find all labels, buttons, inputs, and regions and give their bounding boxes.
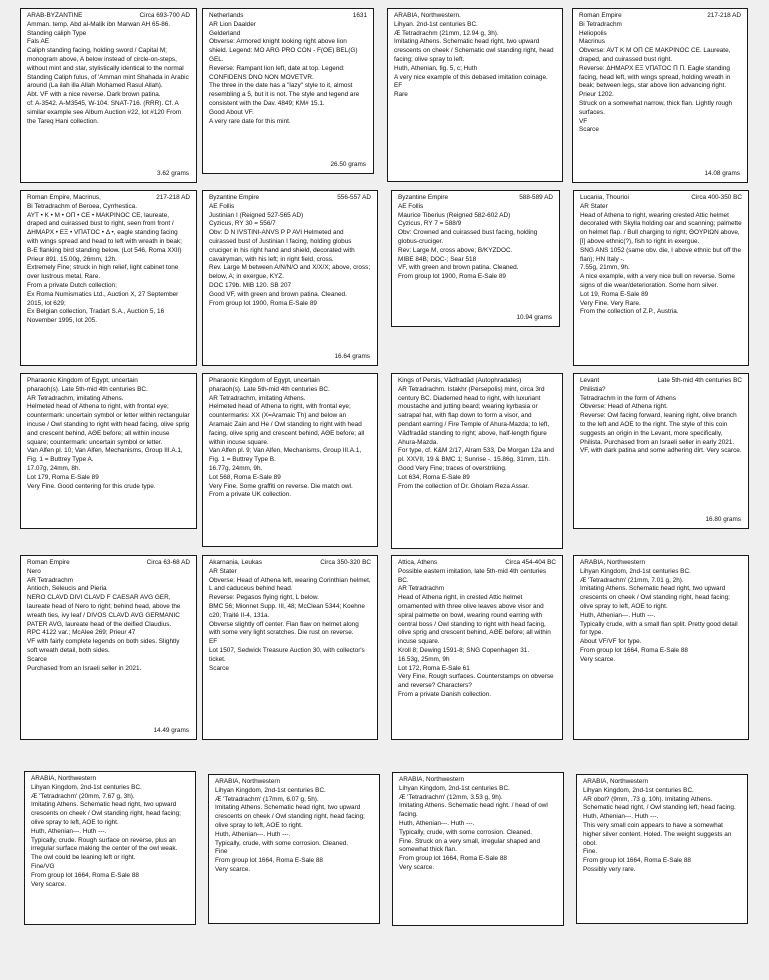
card-line: Scarce <box>27 655 47 663</box>
card-line: From group lot 1664, Roma E-Sale 88 <box>215 857 323 865</box>
card-line: Philistia? <box>580 385 606 393</box>
card-line: Prieur 891. 15.00g, 26mm, 12h. <box>27 255 117 263</box>
card-header <box>31 775 189 784</box>
card-line: From the collection of Z.P., Austria. <box>580 308 679 316</box>
card-line: A very rare date for this mint. <box>209 117 291 125</box>
card-line: Possible eastern imitation, late 5th-mid 4th centuries BC. <box>398 567 547 584</box>
card-header <box>27 559 190 568</box>
coin-card-roman-beroea <box>20 190 197 366</box>
card-line: Ex Roma Numismatics Ltd., Auction X, 27 September 2015, lot 629; <box>27 290 179 307</box>
card-line: Typically, crude. Rough surface on reverse, plus an irregular surface making the center of the owl weak. The owl could be leaning left or right. <box>31 836 178 862</box>
coin-card-attica-athens <box>391 555 563 740</box>
card-line: Imitating Athens. Schematic head right, two upward crescents on cheek / Owl standing right, head facing; olive spray to left, AOE to right. <box>215 804 365 829</box>
card-header <box>27 12 190 21</box>
card-line: Fine. <box>583 848 598 856</box>
card-line: Caliph standing facing, holding sword / Capital M; monogram above, A below instead of circle-on-steps, without mint and star, stylistically identical to the normal Standing Caliph fulus, of 'Amman mint Shahada in Arabic around (La ilah illa Allah Mohamed Rasul Allah). <box>27 47 189 90</box>
card-title: Byzantine Empire <box>398 194 449 201</box>
card-line: This very small coin appears to have a somewhat higher silver content. Holed. The weight suggests an obol. <box>583 821 732 847</box>
card-line: Rev. Large M between A/N/N/O and X/X/X; above, cross; below, A; in exergue, KYZ. <box>209 264 371 281</box>
card-line: RPC 4122 var.; McAlee 269; Prieur 47 <box>27 629 136 637</box>
card-header <box>580 194 742 203</box>
card-line: VF <box>579 117 588 125</box>
card-line: Lot 568, Roma E-Sale 89 <box>209 473 281 481</box>
coin-card-persis <box>391 373 563 549</box>
card-weight: 14.49 grams <box>153 727 189 735</box>
card-line: pharaoh(s). Late 5th-mid 4th centuries BC. <box>209 385 330 393</box>
card-line: Very Fine. Very Rare. <box>580 299 641 307</box>
card-line: Obv: Crowned and cuirassed bust facing, holding globus-cruciger. <box>398 229 538 245</box>
card-line: Cyzicus, RY 7 = 588/9 <box>398 220 462 228</box>
card-header <box>209 194 371 203</box>
card-line: Huth, Athenian, fig. 5, c; Huth <box>394 64 478 72</box>
card-title: ARABIA, Northwestern <box>580 559 645 566</box>
coin-card-lucania-thourioi <box>573 190 749 366</box>
coin-card-arabia-20mm <box>24 771 196 925</box>
card-line: Lot 179, Roma E-Sale 89 <box>27 473 99 481</box>
card-line: Obverse: Armored knight looking right above lion shield. Legend: MO ARG PRO CON - F(OE) BEL(G) GEL. <box>209 38 358 63</box>
card-date: 217-218 AD <box>156 194 190 201</box>
card-line: Very scarce. <box>215 865 251 873</box>
card-line: Possibly very rare. <box>583 865 636 873</box>
card-line: Amman. temp. Abd al-Malik ibn Marwan AH 65-86. Standing caliph Type <box>27 20 171 37</box>
card-line: From group lot 1664, Roma E-Sale 88 <box>399 855 507 863</box>
card-line: Obverse: AVT K M OΠ CE MAKPINOC CE. Laureate, draped, and cuirassed bust right. <box>579 47 731 63</box>
card-line: Huth, Athenian---. Huth ---. <box>399 819 475 827</box>
card-line: Huth, Athenian---. Huth ---. <box>580 611 656 619</box>
card-line: Kroll 8; Dewing 1591-8; SNG Copenhagen 31. <box>398 646 530 654</box>
card-title: ARABIA, Northwestern <box>31 775 96 782</box>
card-line: Æ Tetradrachm (21mm, 12.94 g, 3h). <box>394 29 499 37</box>
card-line: Huth, Athenian---. Huth ---. <box>583 813 659 821</box>
card-line: BMC 56; Mionnet Supp. III, 48; McClean 5344; Koehne c20; Traité II-4, 131a. <box>209 602 365 619</box>
card-header <box>394 12 556 21</box>
card-weight: 16.64 grams <box>334 353 370 361</box>
card-title: Roman Empire <box>27 559 70 566</box>
card-line: Prieur 1202. <box>579 91 614 99</box>
card-line: From group lot 1900, Roma E-Sale 89 <box>398 273 506 281</box>
card-line: Reverse: ΔHMAPX EΞ VΠATOC Π Π. Eagle standing facing, head left, with wings spread, holding wreath in beak; between legs, star above lion advancing right. <box>579 64 731 90</box>
card-line: Abt. VF with a nice reverse. Dark brown patina. <box>27 91 161 99</box>
card-line: Fine. Struck on a very small, irregular shaped and somewhat thick flan. <box>399 837 541 854</box>
coin-card-roman-heliopolis <box>572 8 748 183</box>
coin-card-egypt-athens-b <box>202 373 378 547</box>
card-line: Obverse: Head of Athena right. <box>580 403 668 411</box>
card-date: 556-557 AD <box>337 194 371 201</box>
card-title: Attica, Athens <box>398 559 438 566</box>
card-title: Pharaonic Kingdom of Egypt, uncertain <box>27 377 138 384</box>
card-line: Rare <box>394 91 408 99</box>
card-line: Scarce <box>209 664 229 672</box>
card-line: AR Tetradrachm, imitating Athens. <box>27 394 124 402</box>
card-title: Akarnania, Leukas <box>209 559 262 566</box>
card-line: Macrinus <box>579 38 605 46</box>
card-title: ARABIA, Northwestern <box>399 776 464 783</box>
card-header <box>27 377 190 386</box>
card-date: Circa 454-404 BC <box>505 559 556 566</box>
card-line: Very scarce. <box>399 863 435 871</box>
card-line: AR Tetradrachm <box>27 576 74 584</box>
card-line: A nice example, with a very nice bull on reverse. Some signs of die wear/deterioration. Some horn silver. <box>580 273 735 289</box>
card-line: Obv: D N IVSTINI-ANVS P P AVI Helmeted and cuirassed bust of Justinian I facing, holding globus cruciger in his right hand and shield, decorated with cavalryman, with his left; in right field, cross. <box>209 229 355 263</box>
card-line: AR Tetradrachm. Istakhr (Persepolis) mint, circa 3rd century BC. Diademed head to right, with luxuriant moustache and jutting beard; wearing kyrbasia or satrapal hat, with flap down to form a visor, and pendant earring / Fire Temple of Ahura-Mazda; to left, Vādfradād standing to right; above, half-length figure Ahura-Mazda. <box>398 385 550 446</box>
card-line: Very Fine. Some graffiti on reverse. Die match owl. <box>209 482 353 490</box>
card-line: 7.55g, 21mm, 9h. <box>580 264 630 272</box>
card-header <box>398 377 556 386</box>
card-line: cf: A-3542. A-M3545, W-104. SNAT-716. (RRR). Cf. A similar example see Album Auction #22, lot #120 From the Tareq Hani collection. <box>27 99 182 125</box>
card-line: AYT • K • M • OΠ • CE • MAKPINOC CE, laureate, draped and cuirassed bust to right, seen from front / ΔHMAPX • EΞ • VΠATOC • Δ •, eagle standing facing with wings spread and head to left with wreath in beak; B-E flanking bird standing below. (Lot 546, Roma XXII) <box>27 211 182 254</box>
coin-card-arabia-17mm <box>208 774 380 924</box>
card-line: Extremely Fine; struck in high relief, light cabinet tone over lustrous metal. Rare. <box>27 264 179 281</box>
card-line: Bi Tetradrachm of Beroea, Cyrrhestica. <box>27 202 137 210</box>
card-line: Fals AE <box>27 38 50 46</box>
card-line: Typically, crude, with some corrosion. Cleaned. <box>215 839 349 847</box>
card-line: From a private Dutch collection; <box>27 281 117 289</box>
card-line: Lot 634, Roma E-Sale 89 <box>398 473 470 481</box>
card-header <box>583 778 741 787</box>
card-line: Lihyan Kingdom, 2nd-1st centuries BC. <box>215 786 326 794</box>
card-line: Æ 'Tetradrachm' (20mm, 7.67 g, 3h). <box>31 792 135 800</box>
card-date: Circa 693-700 AD <box>139 12 190 19</box>
card-header <box>27 194 190 203</box>
card-line: From group lot 1664, Roma E-Sale 88 <box>31 871 139 879</box>
card-line: Van Alfen pl. 9; Van Alfen, Mechanisms, Group III.A.1, Fig. 1 = Buttrey Type B. <box>209 447 362 464</box>
card-line: pharaoh(s). Late 5th-mid 4th centuries BC. <box>27 385 148 393</box>
card-weight: 14.08 grams <box>704 170 740 178</box>
coin-card-arab-byzantine <box>20 8 197 183</box>
card-line: Maurice Tiberius (Reigned 582-602 AD) <box>398 211 511 219</box>
card-title: Roman Empire, Macrinus, <box>27 194 101 201</box>
card-line: 16.77g, 24mm, 9h. <box>209 464 263 472</box>
card-line: Reverse: Pegasos flying right, L below. <box>209 594 319 602</box>
card-line: Rev: Large M, cross above; B/KYZDOC. <box>398 246 513 254</box>
card-line: Lihyan Kingdom, 2nd-1st centuries BC. <box>583 786 694 794</box>
card-line: SNG ANS 1052 (same obv. die, I above ethnic but off the flan); HN Italy -. <box>580 246 742 263</box>
card-header <box>398 194 553 203</box>
card-line: Fine <box>215 848 228 856</box>
card-line: DOC 179b. MIB 120. SB 207 <box>209 281 292 289</box>
card-line: A very nice example of this debased imitation coinage. <box>394 73 548 81</box>
card-line: Lihyan. 2nd-1st centuries BC. <box>394 20 478 28</box>
card-line: Struck on a somewhat narrow, thick flan. Lightly rough surfaces. <box>579 99 733 116</box>
card-line: Lot 19, Roma E-Sale 89 <box>580 290 649 298</box>
card-header <box>209 12 367 21</box>
card-header <box>209 377 371 386</box>
coin-card-roman-nero <box>20 555 197 740</box>
card-line: From the collection of Dr. Gholam Reza Assar. <box>398 482 530 490</box>
coin-card-arabia-12mm <box>392 772 564 926</box>
card-line: Æ 'Tetradrachm' (17mm, 6.07 g, 5h). <box>215 795 319 803</box>
card-line: AR Lion Daalder <box>209 20 256 28</box>
card-weight: 10.94 grams <box>516 314 552 322</box>
card-line: Lihyan Kingdom, 2nd-1st centuries BC. <box>31 783 142 791</box>
card-line: Æ 'Tetradrachm' (12mm, 3.53 g, 9h). <box>399 793 503 801</box>
card-line: Huth, Athenian---. Huth ---. <box>31 827 107 835</box>
card-line: Very scarce. <box>31 880 67 888</box>
card-line: From a private UK collection. <box>209 491 292 499</box>
card-date: Circa 63-68 AD <box>146 559 190 566</box>
card-line: Huth, Athenian---. Huth ---. <box>215 830 291 838</box>
card-date: Circa 350-320 BC <box>320 559 371 566</box>
card-title: Netherlands <box>209 12 244 19</box>
card-title: Pharaonic Kingdom of Egypt, uncertain <box>209 377 320 384</box>
card-line: Van Alfen pl. 10; Van Alfen, Mechanisms, Group III.A.1, Fig. 1 = Buttrey Type A. <box>27 447 183 464</box>
card-line: From group lot 1900, Roma E-Sale 89 <box>209 299 317 307</box>
card-line: AE Follis <box>398 202 424 210</box>
card-line: Nero <box>27 567 41 575</box>
card-title: ARABIA, Northwestern. <box>394 12 461 19</box>
card-date: Late 5th-mid 4th centuries BC <box>657 377 742 384</box>
card-line: From a private Danish collection. <box>398 690 492 698</box>
card-line: The three in the date has a "lazy" style to it, almost resembling a 5, but it is not. The style and legend are consistent with the Dav. 4849; KM# 15.1. <box>209 82 360 107</box>
card-line: Æ 'Tetradrachm' (21mm, 7.01 g, 2h). <box>580 576 684 584</box>
card-line: Cyzicus, RY 30 = 556/7 <box>209 220 276 228</box>
card-line: Very scarce. <box>580 655 616 663</box>
card-line: Ex Belgian collection, Tradart S.A., Auction 5, 16 November 1995, lot 205. <box>27 308 165 325</box>
card-line: AR obol? (9mm, .73 g, 10h). Imitating Athens. Schematic head right, / Owl standing left, head facing. <box>583 795 736 812</box>
card-title: ARABIA, Northwestern <box>583 778 648 785</box>
card-line: Good VF, with green and brown patina. Cleaned. <box>209 290 347 298</box>
card-line: Purchased from an Israeli seller in 2021. <box>27 664 142 672</box>
card-line: Lihyan Kingdom, 2nd-1st centuries BC. <box>580 567 691 575</box>
card-line: Helmeted head of Athena to right, with frontal eye; countermarks: XX (X=Aramaic Th) and below an Aramaic Zain and He / Owl standing to right with head facing, olive sprig and crescent behind, AΘE before; all within incuse square. <box>209 403 365 446</box>
card-line: Imitating Athens. Schematic head right, two upward crescents on cheek / Schematic owl standing right, head facing; olive spray to left. <box>394 38 554 63</box>
card-line: Reverse: Rampant lion left, date at top. Legend: CONFIDENS DNO NON MOVETVR. <box>209 64 345 81</box>
card-line: Lot 172, Roma E-Sale 61 <box>398 664 470 672</box>
card-line: Obverse: Head of Athena left, wearing Corinthian helmet, L and caduceus behind head. <box>209 576 371 593</box>
card-date: 1631 <box>352 12 367 19</box>
coin-card-arabia-21mm <box>573 555 749 740</box>
card-line: NERO CLAVD DIVI CLAVD F CAESAR AVG GER, laureate head of Nero to right; behind head, above the wreath ties, ivy leaf / DIVOS CLAVD AVG GERMANIC PATER AVG, laureate head of the deified Claudius. <box>27 594 181 628</box>
card-line: Very Fine. Good centering for this crude type. <box>27 482 156 490</box>
coin-card-akarnania <box>202 555 378 740</box>
card-line: Justinian I (Reigned 527-565 AD) <box>209 211 304 219</box>
card-line: AE Follis <box>209 202 235 210</box>
card-line: AR Tetradrachm <box>398 585 445 593</box>
coin-card-levant <box>573 373 749 529</box>
card-line: Antioch, Seleucis and Pieria <box>27 585 107 593</box>
card-date: Circa 400-350 BC <box>691 194 742 201</box>
card-date: 588-589 AD <box>519 194 553 201</box>
coin-card-byzantine-maurice <box>391 190 560 327</box>
card-title: ARABIA, Northwestern <box>215 778 280 785</box>
card-line: AR Stater <box>209 567 237 575</box>
card-line: MIBE 84B; DOC-; Sear 518 <box>398 255 477 263</box>
card-line: Reverse: Owl facing forward, leaning right, olive branch to the left and AOE to the right. The style of this coin suggests an origin in the Levant, more specifically, Philista. Purchased from an Israeli seller in early 2021. VF, with dark patina and some adhering dirt. Very scarce. <box>580 412 742 455</box>
card-date: 217-218 AD <box>707 12 741 19</box>
card-title: Lucania, Thourioi <box>580 194 629 201</box>
card-line: Lihyan Kingdom, 2nd-1st centuries BC. <box>399 784 510 792</box>
card-line: AR Tetradrachm, imitating Athens. <box>209 394 306 402</box>
card-line: Head of Athena to right, wearing crested Attic helmet decorated with Skylla holding oar and scanning; palmette on helmet flap. / Bull charging to right; ΘOYPIΩN above, [I] above ethnic(?), fish to right in exergue. <box>580 211 742 245</box>
coin-card-byzantine-justinian <box>202 190 378 366</box>
card-line: Gelderland <box>209 29 241 37</box>
coin-card-arabia-lihyan <box>387 8 563 182</box>
card-header <box>399 776 557 785</box>
card-line: Obverse slightly off center. Flan flaw on helmet along with some very light scratches. Die rust on reverse. <box>209 620 359 637</box>
card-line: EF <box>394 82 403 90</box>
card-line: Fine/VG <box>31 862 55 870</box>
card-line: Very Fine. Rough surfaces. Counterstamps on obverse and reverse? Characters? <box>398 673 554 690</box>
card-line: VF, with green and brown patina. Cleaned. <box>398 264 519 272</box>
card-weight: 26.50 grams <box>330 161 366 169</box>
card-line: Typically crude, with a small flan split. Pretty good detail for type. <box>580 620 738 637</box>
card-title: Roman Empire <box>579 12 622 19</box>
coin-card-arabia-obol <box>576 774 748 924</box>
card-header <box>209 559 371 568</box>
card-line: Good About VF. <box>209 108 254 116</box>
card-weight: 3.62 grams <box>157 170 189 178</box>
card-line: Good Very Fine; traces of overstriking. <box>398 464 507 472</box>
card-title: Kings of Persis, Vādfradād (Autophradates) <box>398 377 522 384</box>
card-line: From group lot 1664, Roma E-Sale 88 <box>580 646 688 654</box>
card-line: Tetradrachm in the form of Athens <box>580 394 676 402</box>
card-line: Scarce <box>579 126 599 134</box>
card-weight: 16.80 grams <box>705 516 741 524</box>
card-line: From group lot 1664, Roma E-Sale 88 <box>583 857 691 865</box>
card-line: Imitating Athens. Schematic head right. / head of owl facing. <box>399 802 548 819</box>
card-header <box>579 12 741 21</box>
coin-card-egypt-athens-a <box>20 373 197 529</box>
card-line: Imitating Athens. Schematic head right, two upward crescents on cheek / Owl standing right, head facing; olive spray to left, AOE to right. <box>31 801 181 826</box>
card-line: Helmeted head of Athena to right, with frontal eye; countermark: uncertain symbol or letter within rectangular incuse / Owl standing to right with head facing, olive sprig and crescent behind, AΘE before; all within incuse square; countermark: uncertain symbol or letter. <box>27 403 190 446</box>
card-line: Lot 1507, Sedwick Treasure Auction 30, with collector's ticket. <box>209 646 365 663</box>
card-line: VF with fairly complete legends on both sides. Slightly soft wreath detail, both sides. <box>27 638 180 654</box>
card-line: EF <box>209 638 218 646</box>
card-header <box>580 559 742 568</box>
card-line: Imitating Athens. Schematic head right, two upward crescents on cheek / Owl standing right, head facing; olive spray to left, AOE to right. <box>580 585 730 610</box>
card-line: Head of Athena right, in crested Attic helmet ornamented with three olive leaves above visor and spiral palmette on bowl, wearing round earring with central boss / Owl standing to right with head facing, olive sprig and crescent behind, AΘE before; all within incuse square. <box>398 594 551 646</box>
card-line: About VF/VF for type. <box>580 638 642 646</box>
card-line: Heliopolis <box>579 29 607 37</box>
card-header <box>215 778 373 787</box>
card-line: 17.07g, 24mm, 8h. <box>27 464 81 472</box>
coin-card-netherlands <box>202 8 374 174</box>
card-line: Bi Tetradrachm <box>579 20 622 28</box>
card-line: 16.53g, 25mm, 9h <box>398 655 450 663</box>
card-line: For type, cf. K&M 2/17, Alram 533, De Morgan 12a and pl. XXVII, 19 & BMC 1; Sunrise -. 15.86g, 31mm, 11h. <box>398 447 554 464</box>
card-title: Byzantine Empire <box>209 194 260 201</box>
card-line: Typically, crude, with some corrosion. Cleaned. <box>399 828 533 836</box>
card-header <box>398 559 556 568</box>
card-header <box>580 377 742 386</box>
card-line: AR Stater <box>580 202 608 210</box>
card-title: ARAB-BYZANTINE <box>27 12 83 19</box>
card-title: Levant <box>580 377 600 384</box>
